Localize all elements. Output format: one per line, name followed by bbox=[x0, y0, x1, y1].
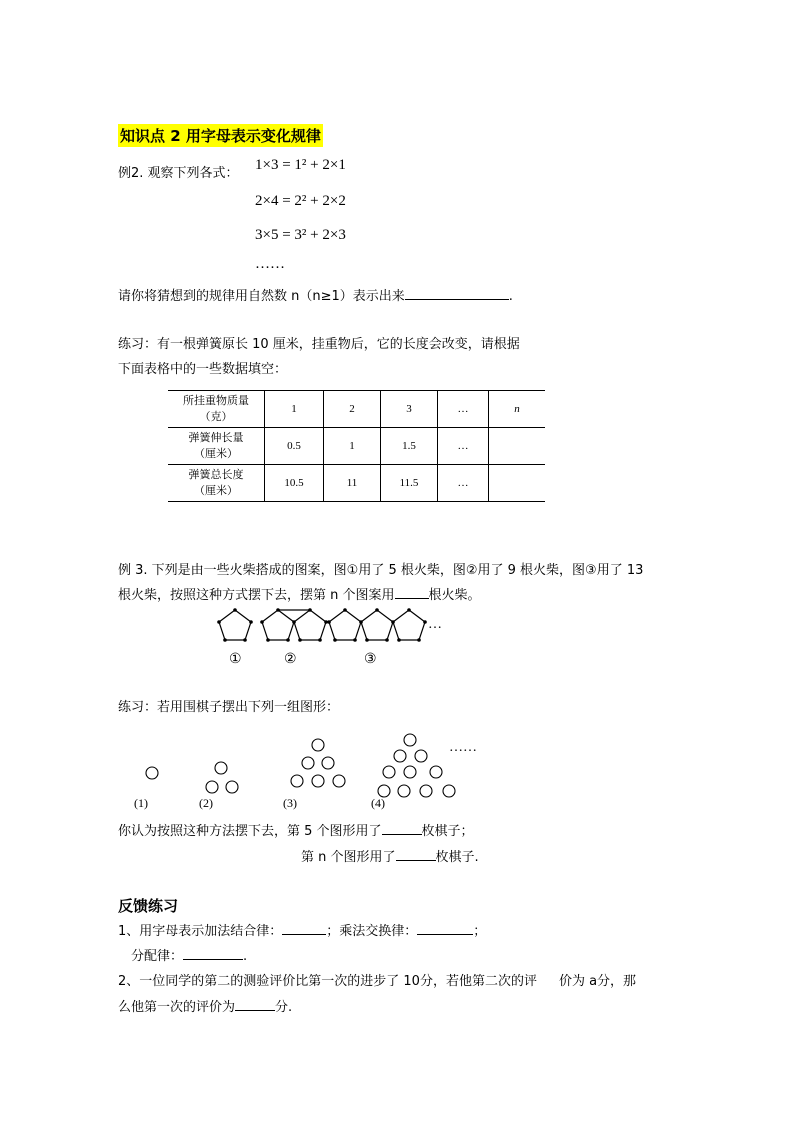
example3-ellipsis: … bbox=[428, 617, 442, 632]
matchstick-vertices bbox=[217, 608, 427, 642]
example2-eq1: 1×3 = 1² + 2×1 bbox=[255, 157, 346, 173]
row-header-text: 所挂重物质量 bbox=[183, 395, 249, 407]
table-row-header bbox=[168, 465, 265, 502]
table-cell: 11.5 bbox=[381, 465, 438, 502]
go-stone-figure-1 bbox=[146, 767, 158, 779]
feedback-q1-line2 bbox=[131, 945, 247, 964]
table-row bbox=[168, 391, 545, 428]
pentagon-figure-2 bbox=[262, 610, 326, 640]
row-header-unit: （厘米） bbox=[194, 485, 238, 497]
table-answer-cell[interactable] bbox=[489, 428, 546, 465]
example2-eq3: 3×5 = 3² + 2×3 bbox=[255, 227, 346, 243]
table-row-header bbox=[168, 391, 265, 428]
practice2-q2-end: 枚棋子. bbox=[435, 850, 479, 865]
table-cell: 3 bbox=[381, 391, 438, 428]
practice2-ellipsis: …… bbox=[449, 740, 477, 755]
row-header-text: 弹簧伸长量 bbox=[188, 432, 244, 444]
go-stone-figure-4 bbox=[378, 734, 455, 797]
multiplication-commutative-blank[interactable] bbox=[417, 922, 473, 935]
spring-table-wrapper bbox=[168, 390, 545, 502]
example2-end: . bbox=[508, 289, 513, 304]
table-cell: 11 bbox=[324, 465, 381, 502]
table-cell: 10.5 bbox=[265, 465, 324, 502]
practice2-line1: 练习：若用围棋子摆出下列一组图形： bbox=[118, 700, 340, 715]
practice1-line1: 练习：有一根弹簧原长 10 厘米，挂重物后，它的长度会改变，请根据 bbox=[118, 337, 520, 352]
table-cell: 2 bbox=[324, 391, 381, 428]
feedback-q2-text: 2、一位同学的第二的测验评价比第一次的进步了 10分，若他第二次的评 bbox=[118, 974, 537, 989]
go-stone-figure-3 bbox=[291, 739, 345, 787]
table-answer-cell[interactable] bbox=[489, 465, 546, 502]
feedback-q1-text: 1、用字母表示加法结合律： bbox=[118, 924, 283, 939]
feedback-q2-line1 bbox=[118, 970, 636, 989]
go-figure-label-4: (4) bbox=[371, 796, 385, 810]
feedback-q1-end: . bbox=[243, 949, 248, 964]
feedback-q2-text2: 价为 a分，那 bbox=[558, 974, 637, 989]
distributive-blank[interactable] bbox=[183, 947, 243, 960]
table-row bbox=[168, 428, 545, 465]
practice2-q1 bbox=[118, 820, 474, 839]
feedback-q1 bbox=[118, 920, 486, 939]
table-cell: 0.5 bbox=[265, 428, 324, 465]
go-figure-label-1: (1) bbox=[134, 796, 148, 810]
example2-answer-blank[interactable] bbox=[405, 287, 509, 300]
example3-line2-end: 根火柴。 bbox=[428, 588, 481, 603]
figure-label-1: ① bbox=[229, 652, 242, 667]
pentagon-figure-3 bbox=[329, 610, 425, 640]
practice2-q1-text: 你认为按照这种方法摆下去，第 5 个图形用了 bbox=[118, 824, 382, 839]
addition-associative-blank[interactable] bbox=[282, 922, 326, 935]
example2-eq2: 2×4 = 2² + 2×2 bbox=[255, 193, 346, 209]
table-cell: … bbox=[438, 428, 489, 465]
table-cell: 1 bbox=[324, 428, 381, 465]
practice2-q1-blank[interactable] bbox=[382, 822, 422, 835]
row-header-unit: （克） bbox=[199, 411, 233, 423]
table-cell: … bbox=[438, 391, 489, 428]
example2-question-text: 请你将猜想到的规律用自然数 n（n≥1）表示出来 bbox=[118, 289, 405, 304]
example3-line1: 例 3. 下列是由一些火柴搭成的图案，图①用了 5 根火柴，图②用了 9 根火柴，图③用了 13 bbox=[118, 563, 644, 578]
go-figure-label-2: (2) bbox=[199, 796, 213, 810]
practice1-line2: 下面表格中的一些数据填空： bbox=[118, 362, 288, 377]
row-header-unit: （厘米） bbox=[194, 448, 238, 460]
example3-line2-text: 根火柴，按照这种方式摆下去，摆第 n 个图案用 bbox=[118, 588, 395, 603]
spring-table bbox=[168, 390, 545, 502]
practice2-q2-text: 第 n 个图形用了 bbox=[301, 850, 396, 865]
table-row-header bbox=[168, 428, 265, 465]
table-cell: 1 bbox=[265, 391, 324, 428]
first-score-blank[interactable] bbox=[235, 998, 275, 1011]
feedback-q1-mid: ；乘法交换律： bbox=[326, 924, 418, 939]
go-figure-label-3: (3) bbox=[283, 796, 297, 810]
figure-label-3: ③ bbox=[364, 652, 377, 667]
go-stone-figure-2 bbox=[206, 762, 238, 793]
go-stone-figures bbox=[120, 730, 480, 810]
practice2-q2-blank[interactable] bbox=[396, 848, 436, 861]
feedback-q1-sep: ； bbox=[473, 924, 487, 939]
example2-dots: …… bbox=[255, 256, 285, 272]
table-cell: n bbox=[489, 391, 546, 428]
feedback-q2-text3: 么他第一次的评价为 bbox=[118, 1000, 236, 1015]
table-row bbox=[168, 465, 545, 502]
feedback-q2-end: 分. bbox=[275, 1000, 293, 1015]
example2-question bbox=[118, 285, 513, 304]
example2-label: 例2. 观察下列各式： bbox=[118, 166, 239, 181]
table-cell: 1.5 bbox=[381, 428, 438, 465]
distributive-label: 分配律： bbox=[131, 949, 184, 964]
figure-label-2: ② bbox=[284, 652, 297, 667]
pentagon-figure-1 bbox=[219, 610, 251, 640]
practice2-q2 bbox=[301, 846, 479, 865]
table-cell: … bbox=[438, 465, 489, 502]
feedback-q2-line2 bbox=[118, 996, 292, 1015]
example3-answer-blank[interactable] bbox=[395, 586, 429, 599]
feedback-title: 反馈练习 bbox=[118, 897, 179, 915]
row-header-text: 弹簧总长度 bbox=[188, 469, 244, 481]
practice2-q1-end: 枚棋子； bbox=[421, 824, 474, 839]
section-title: 知识点 2 用字母表示变化规律 bbox=[118, 124, 323, 147]
